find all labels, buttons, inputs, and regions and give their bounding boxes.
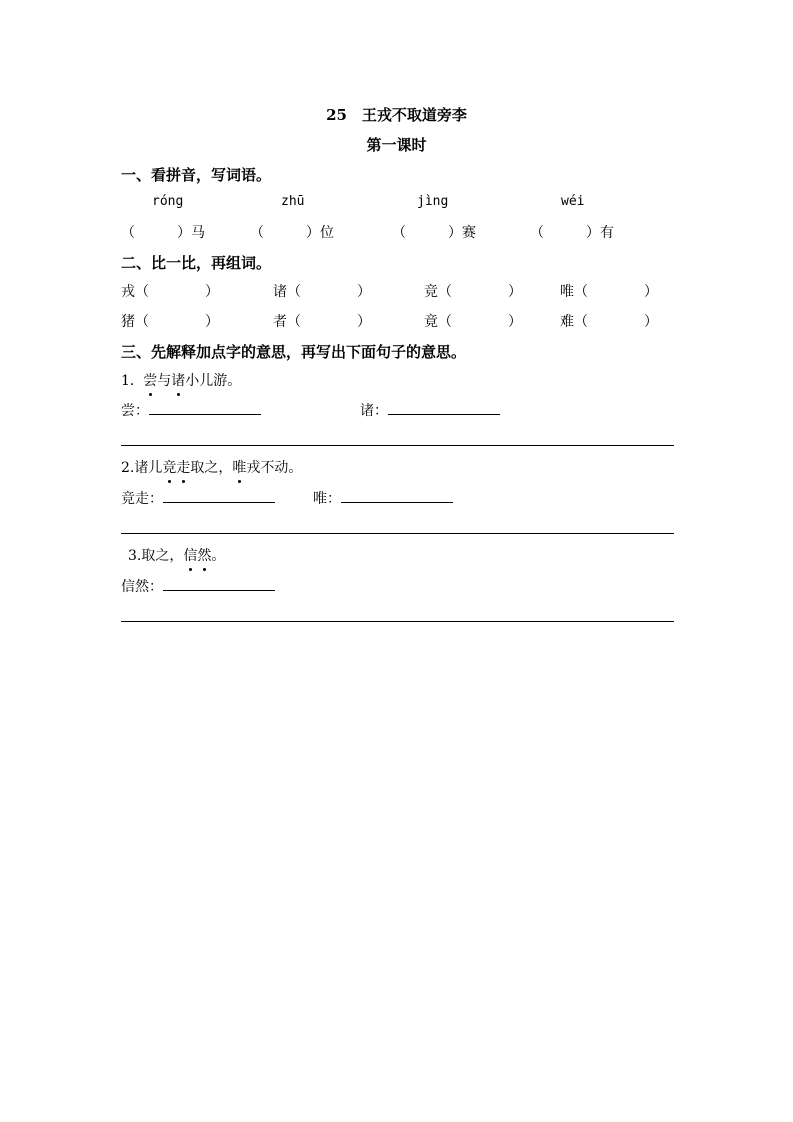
section-1-heading: 一、看拼音，写词语。 [121, 166, 272, 184]
sentence-answer-line[interactable] [121, 445, 674, 446]
compare-item[interactable]: 唯（ ） [560, 284, 658, 300]
question-2-answer-a: 竞走： [121, 488, 275, 508]
compare-item[interactable]: 戎（ ） [121, 284, 219, 300]
blank-4[interactable]: （ ）有 [530, 225, 614, 241]
question-3-sentence: 3.取之，信然。 [128, 545, 225, 565]
answer-line[interactable] [163, 488, 275, 503]
dotted-char: 然 [197, 545, 211, 565]
answer-line[interactable] [341, 488, 453, 503]
question-1-answer-a: 尝： [121, 400, 261, 420]
blank-1[interactable]: （ ）马 [121, 225, 205, 241]
sentence-answer-line[interactable] [121, 533, 674, 534]
dotted-char: 走 [176, 457, 190, 477]
blank-3[interactable]: （ ）赛 [392, 225, 476, 241]
blank-2[interactable]: （ ）位 [250, 225, 334, 241]
answer-line[interactable] [149, 400, 261, 415]
page-title: 25 王戎不取道旁李 [326, 106, 467, 124]
pinyin-1: róng [152, 194, 184, 209]
dotted-char: 唯 [232, 457, 246, 477]
answer-line[interactable] [163, 576, 275, 591]
question-1-sentence: 1. 尝与诸小儿游。 [121, 370, 241, 390]
dotted-char: 竞 [162, 457, 176, 477]
compare-item[interactable]: 诸（ ） [273, 284, 371, 300]
pinyin-4: wéi [561, 194, 585, 209]
pinyin-3: jìng [417, 194, 449, 209]
dotted-char: 信 [183, 545, 197, 565]
sentence-answer-line[interactable] [121, 621, 674, 622]
dotted-char: 尝 [143, 370, 157, 390]
dotted-char: 诸 [171, 370, 185, 390]
compare-item[interactable]: 难（ ） [560, 314, 658, 330]
compare-item[interactable]: 者（ ） [273, 314, 371, 330]
question-2-answer-b: 唯： [313, 488, 453, 508]
page-subtitle: 第一课时 [366, 136, 427, 154]
section-3-heading: 三、先解释加点字的意思，再写出下面句子的意思。 [121, 343, 467, 361]
question-3-answer-a: 信然： [121, 576, 275, 596]
section-2-heading: 二、比一比，再组词。 [121, 254, 272, 272]
compare-item[interactable]: 竟（ ） [424, 314, 522, 330]
question-1-answer-b: 诸： [360, 400, 500, 420]
compare-item[interactable]: 竞（ ） [424, 284, 522, 300]
compare-item[interactable]: 猪（ ） [121, 314, 219, 330]
answer-line[interactable] [388, 400, 500, 415]
pinyin-2: zhū [281, 194, 305, 209]
question-2-sentence: 2.诸儿竞走取之，唯戎不动。 [121, 457, 302, 477]
